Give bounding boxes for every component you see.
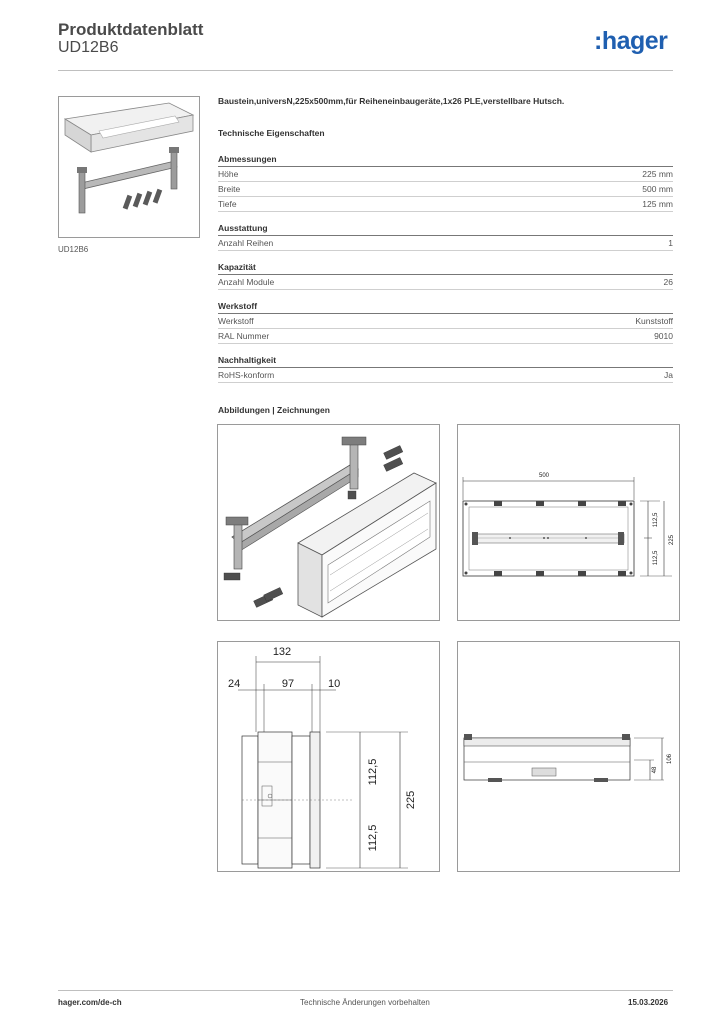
group-title: Kapazität [218,260,673,275]
dim-side-right: 10 [328,678,341,690]
row-label: Breite [218,184,241,194]
dim-side-height: 225 [405,790,417,810]
row-label: RAL Nummer [218,331,270,341]
row-value: 9010 [654,331,673,341]
table-row [218,314,673,329]
table-row [218,368,673,383]
dim-width: 500 [538,473,550,479]
table-row [218,236,673,251]
dim-side-lower: 112,5 [367,824,379,852]
row-label: Anzahl Reihen [218,238,274,248]
group-kapazitaet [218,260,673,290]
row-value: Ja [664,370,673,380]
row-value: 500 mm [642,184,673,194]
brand-logo: :hager [594,27,668,55]
dim-side-mid: 97 [281,678,295,690]
footer-notice: Technische Änderungen vorbehalten [300,998,430,1007]
row-label: Werkstoff [218,316,254,326]
table-row [218,329,673,344]
dim-upper: 112,5 [653,512,659,528]
group-title: Werkstoff [218,299,673,314]
product-details [218,96,673,392]
row-label: Tiefe [218,199,237,209]
dim-top-large: 106 [667,753,673,765]
dim-side-left: 24 [228,678,241,690]
dim-side-upper: 112,5 [367,758,379,786]
thumbnail-caption: UD12B6 [58,245,89,254]
table-row [218,275,673,290]
tech-properties-heading: Technische Eigenschaften [218,128,325,138]
product-thumbnail [58,96,200,238]
dim-side-total: 132 [272,646,292,658]
product-thumbnail-image [59,97,199,237]
footer-divider [58,990,673,991]
row-label: RoHS-konform [218,370,275,380]
footer-date: 15.03.2026 [628,998,669,1007]
row-value: 1 [668,238,673,248]
group-title: Abmessungen [218,152,673,167]
figure-isometric [217,424,440,621]
group-werkstoff [218,299,673,344]
side-view-drawing [218,642,439,871]
table-row [218,167,673,182]
footer-website[interactable]: hager.com/de-ch [58,998,122,1007]
dim-total: 225 [669,534,675,546]
table-row [218,182,673,197]
page-title: Produktdatenblatt [58,20,204,39]
group-title: Ausstattung [218,221,673,236]
dim-top-small: 48 [652,766,658,774]
row-label: Anzahl Module [218,277,275,287]
row-value: Kunststoff [635,316,673,326]
top-view-drawing [458,642,679,871]
figure-front-view [457,424,680,621]
group-title: Nachhaltigkeit [218,353,673,368]
table-row [218,197,673,212]
product-code: UD12B6 [58,39,119,56]
row-value: 125 mm [642,199,673,209]
row-value: 26 [663,277,673,287]
group-ausstattung [218,221,673,251]
front-view-drawing [458,425,679,620]
product-description: Baustein,universN,225x500mm,für Reiheneinbaugeräte,1x26 PLE,verstellbare Hutsch. [218,96,565,106]
figure-top-view [457,641,680,872]
group-abmessungen [218,152,673,212]
figures-heading: Abbildungen | Zeichnungen [218,405,330,415]
header-divider [58,70,673,71]
isometric-drawing [218,425,439,620]
dim-lower: 112,5 [653,550,659,566]
group-nachhaltigkeit [218,353,673,383]
row-label: Höhe [218,169,239,179]
figure-side-view [217,641,440,872]
row-value: 225 mm [642,169,673,179]
